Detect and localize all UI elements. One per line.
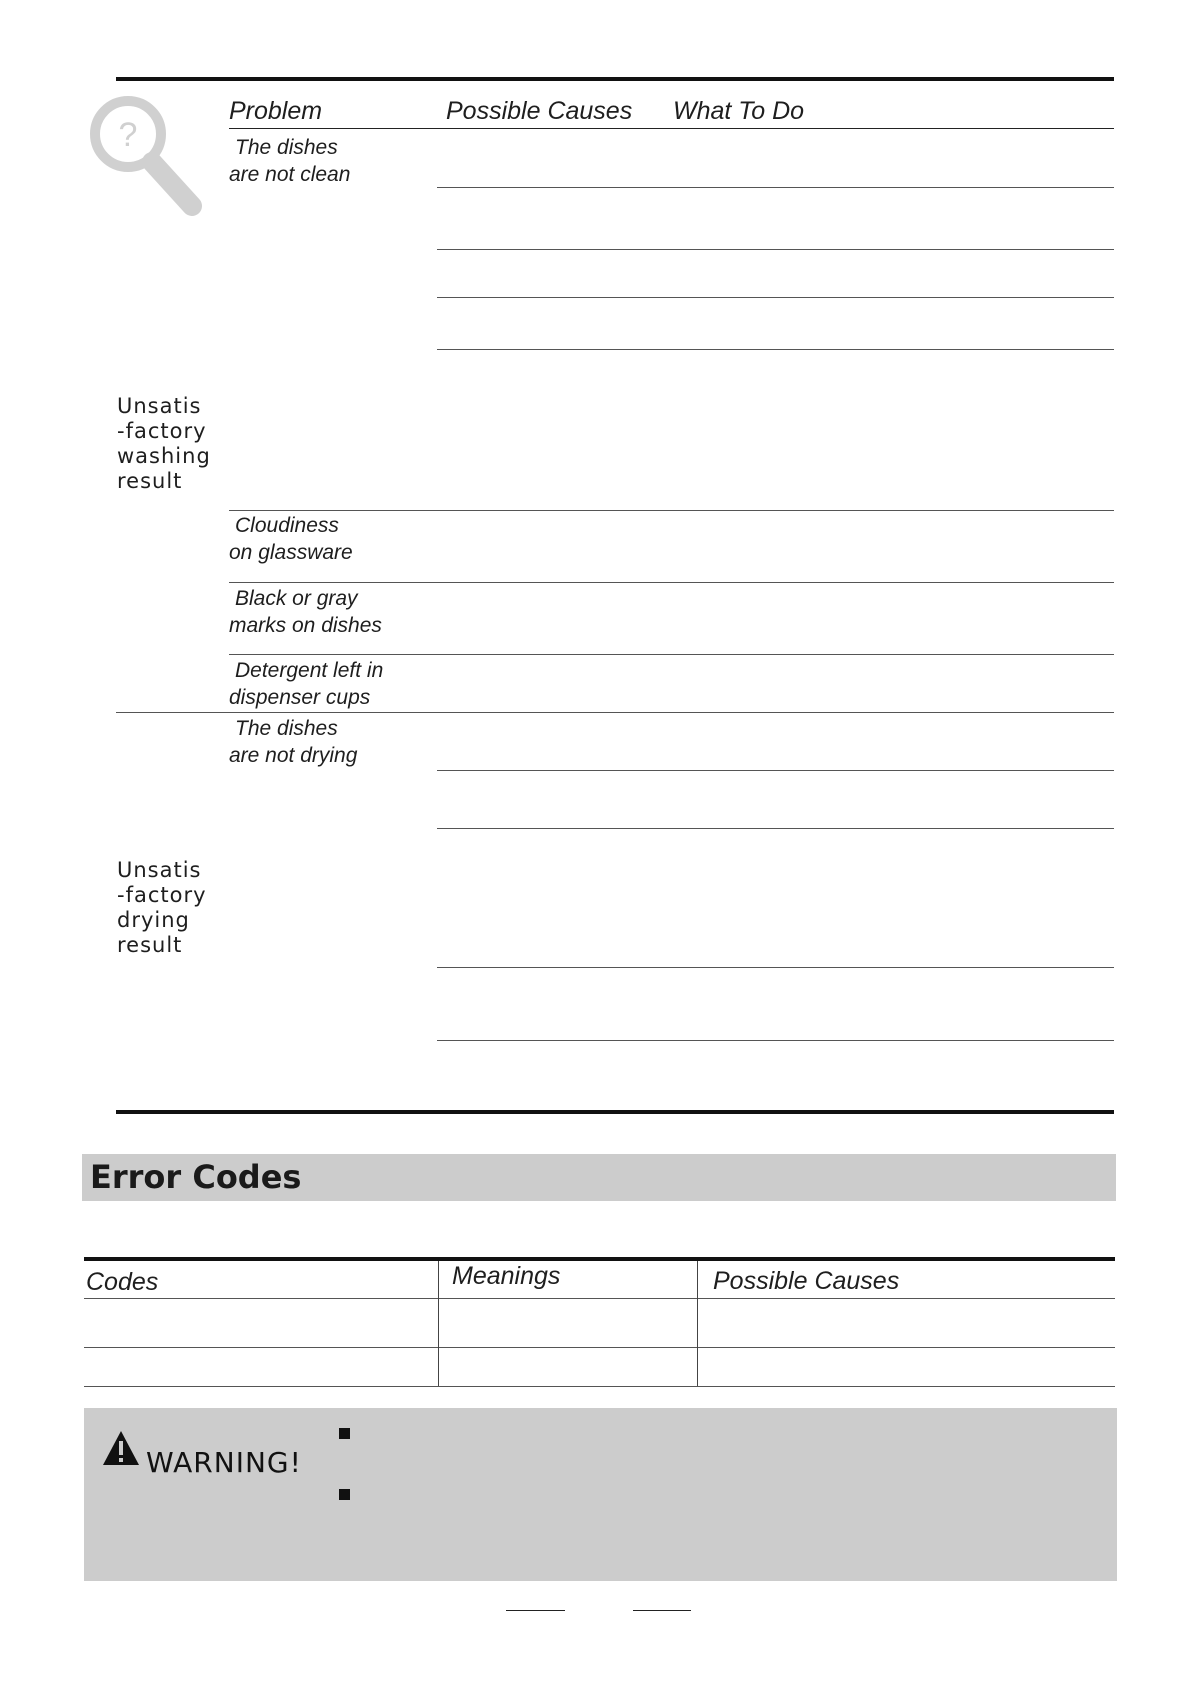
section-title: Error Codes (90, 1158, 302, 1196)
problem-dishes-not-clean: The dishes are not clean (229, 136, 351, 186)
header-meanings: Meanings (452, 1262, 561, 1290)
row-divider (437, 967, 1114, 968)
troubleshooting-top-rule (116, 77, 1114, 81)
problem-cloudiness: Cloudiness on glassware (229, 514, 353, 564)
row-divider (437, 349, 1114, 350)
header-underline (229, 128, 1114, 129)
row-divider (437, 828, 1114, 829)
row-divider (437, 249, 1114, 250)
error-table-bottom-rule (84, 1386, 1115, 1387)
header-possible-causes: Possible Causes (446, 97, 633, 125)
error-codes-section-bar (82, 1154, 1116, 1201)
problem-black-gray-marks: Black or gray marks on dishes (229, 587, 382, 637)
error-column-divider (438, 1261, 439, 1386)
row-divider (437, 770, 1114, 771)
magnifier-question-icon (88, 94, 208, 219)
category-drying: Unsatis -factory drying result (117, 858, 207, 957)
warning-box (84, 1408, 1117, 1581)
header-error-causes: Possible Causes (713, 1267, 900, 1295)
svg-text:?: ? (118, 116, 138, 154)
footer-rule (506, 1610, 565, 1611)
category-washing: Unsatis -factory washing result (117, 394, 211, 493)
error-column-divider (697, 1261, 698, 1386)
row-divider (437, 1040, 1114, 1041)
error-header-underline (84, 1298, 1115, 1299)
footer-rule (633, 1610, 691, 1611)
header-what-to-do: What To Do (673, 97, 805, 125)
row-divider (229, 654, 1114, 655)
category-divider (116, 712, 1114, 713)
row-divider (229, 582, 1114, 583)
row-divider (229, 510, 1114, 511)
error-table-top-rule (84, 1257, 1115, 1261)
header-problem: Problem (229, 97, 323, 125)
error-row-divider (84, 1347, 1115, 1348)
warning-bullet (339, 1428, 350, 1439)
row-divider (437, 187, 1114, 188)
warning-bullet (339, 1489, 350, 1500)
warning-label: WARNING! (146, 1446, 302, 1479)
header-codes: Codes (86, 1268, 159, 1296)
warning-triangle-icon (102, 1430, 140, 1466)
troubleshooting-bottom-rule (116, 1110, 1114, 1114)
problem-detergent-left: Detergent left in dispenser cups (229, 659, 384, 709)
row-divider (437, 297, 1114, 298)
problem-dishes-not-drying: The dishes are not drying (229, 717, 358, 767)
